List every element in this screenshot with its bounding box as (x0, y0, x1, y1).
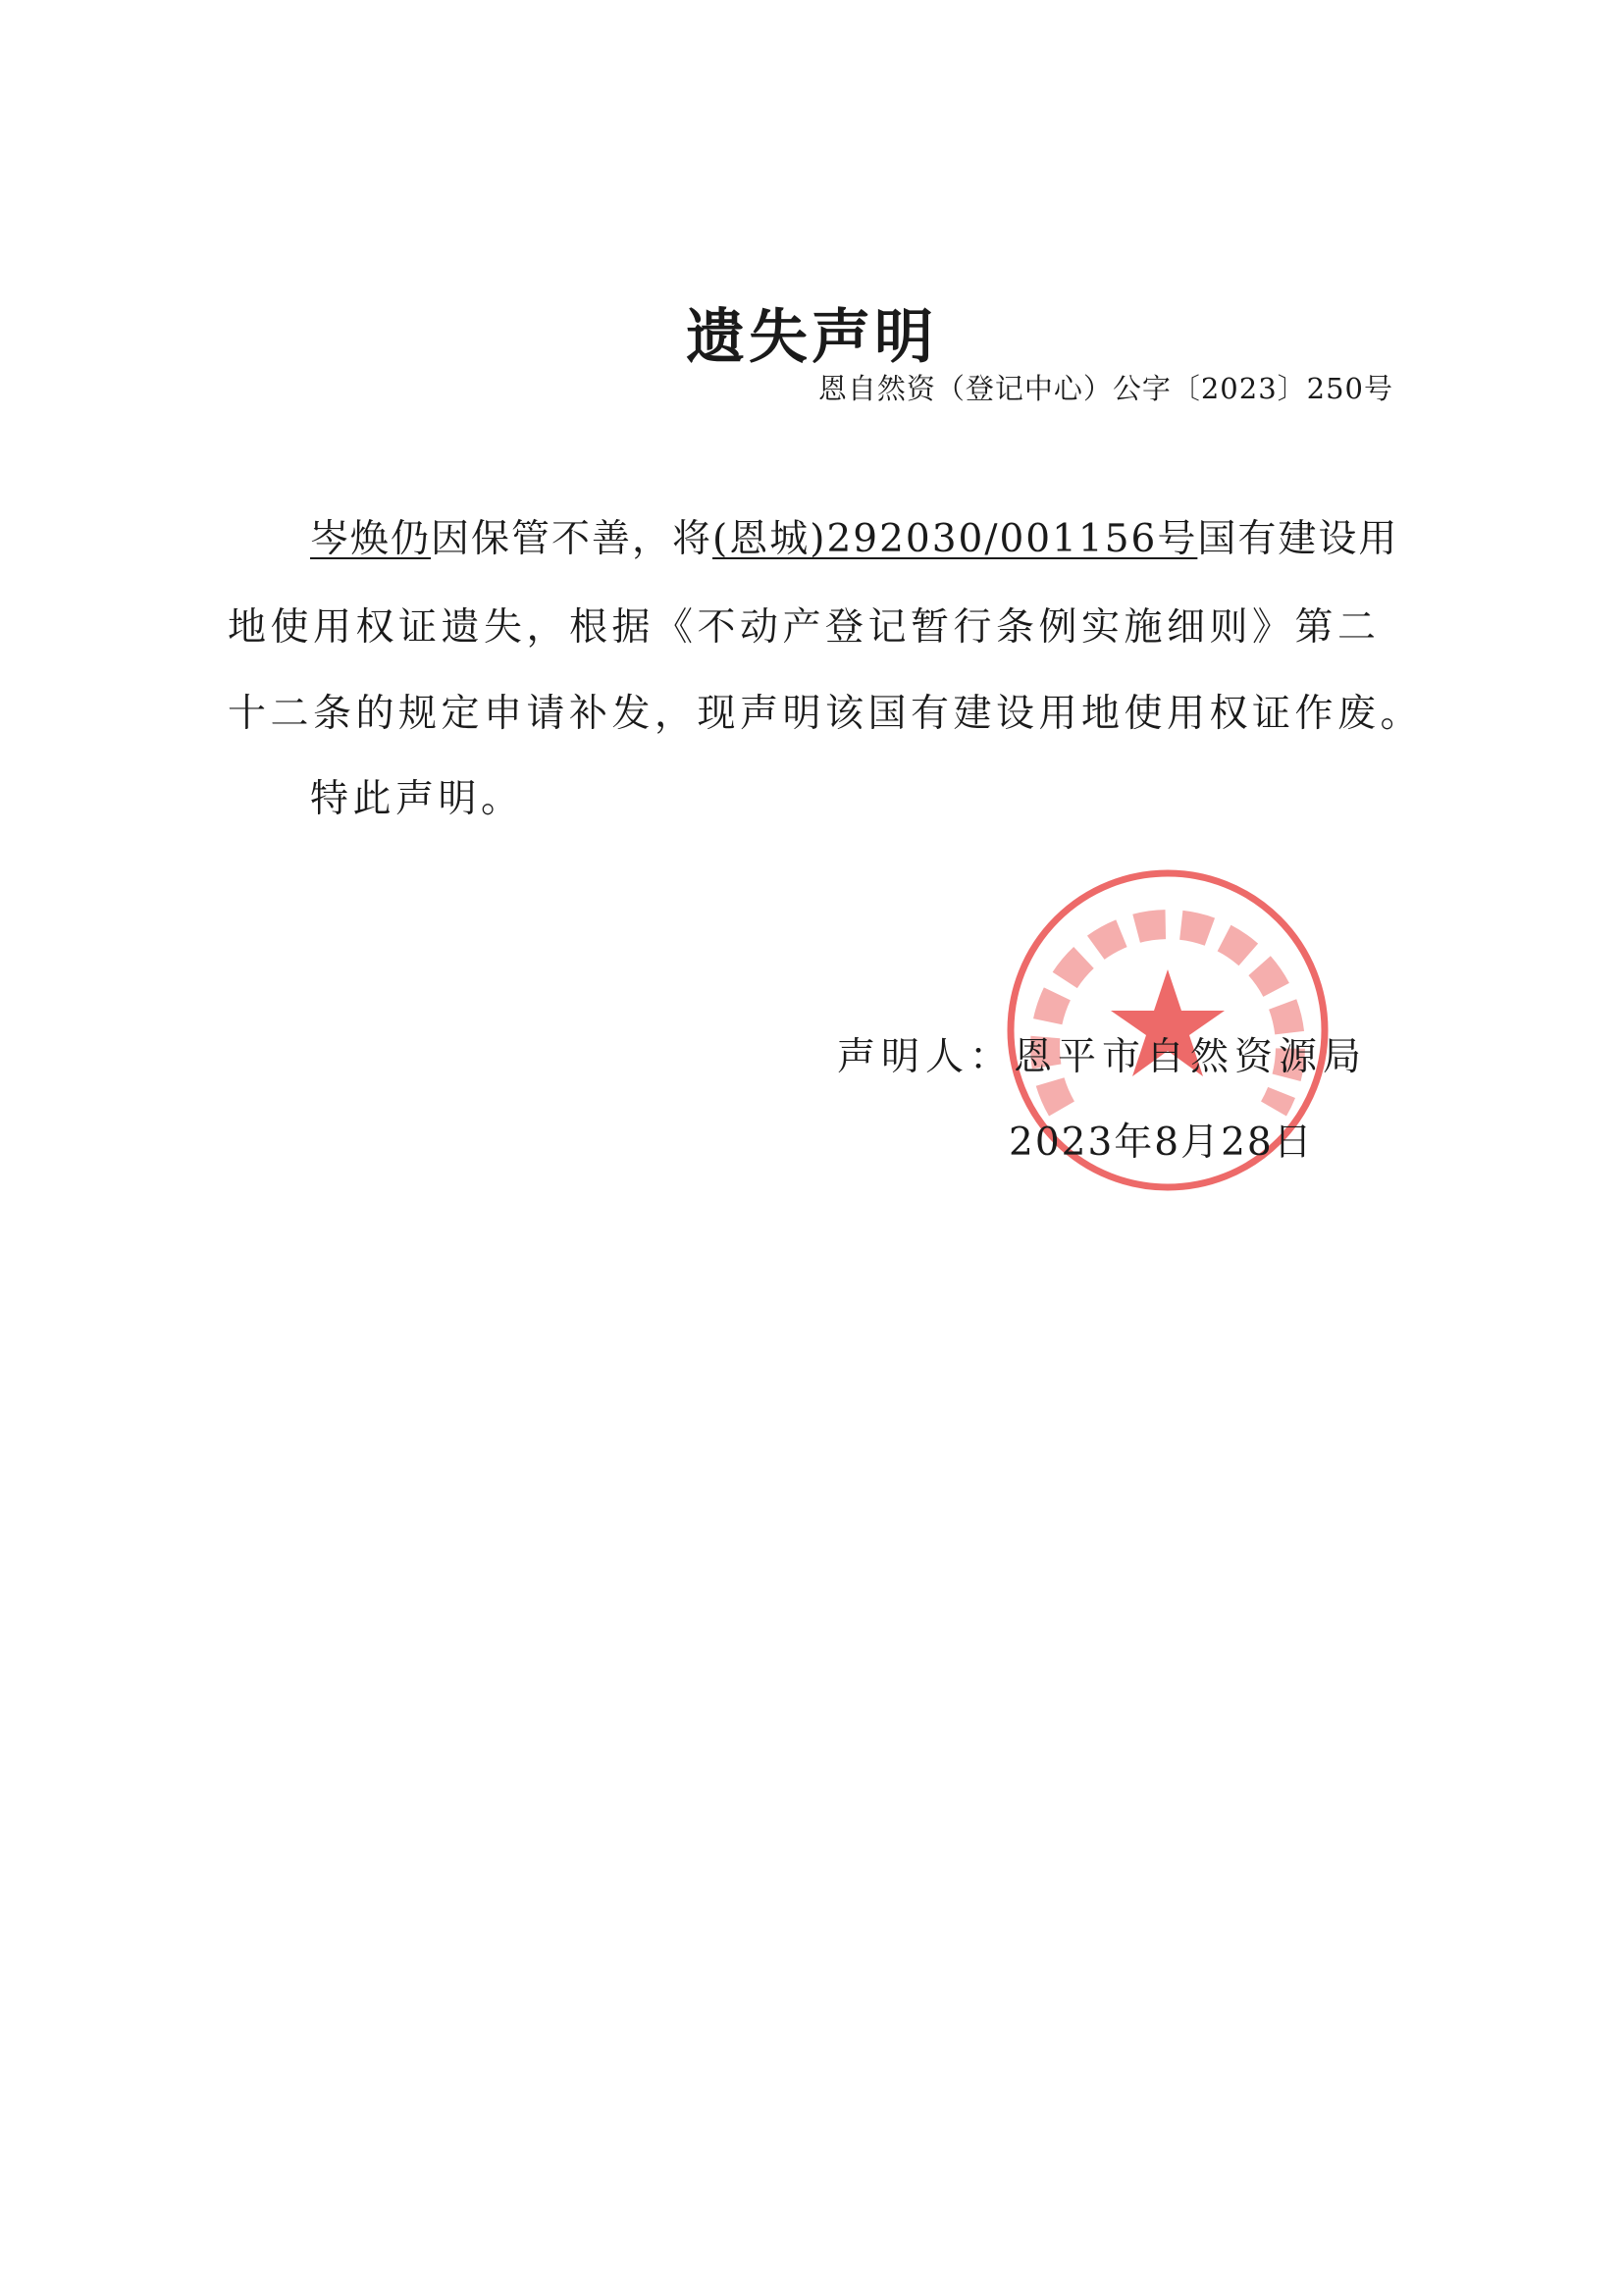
page-title: 遗失声明 (686, 303, 937, 372)
document-number: 恩自然资（登记中心）公字〔2023〕250号 (817, 372, 1393, 405)
declarant-signature: 声明人：恩平市自然资源局 (837, 1035, 1368, 1079)
body-text: 因保管不善，将 (431, 517, 713, 561)
applicant-name: 岑焕仍 (310, 517, 432, 561)
body-text: 国有建设用 (1197, 517, 1399, 561)
body-line-3: 十二条的规定申请补发，现声明该国有建设用地使用权证作废。 (228, 692, 1424, 736)
declaration-date: 2023年8月28日 (1009, 1121, 1314, 1165)
body-line-4: 特此声明。 (310, 777, 524, 821)
body-line-2: 地使用权证遗失，根据《不动产登记暂行条例实施细则》第二 (228, 605, 1381, 650)
certificate-number: (恩城)292030/001156号 (712, 517, 1198, 561)
body-line-1 (310, 516, 1409, 563)
